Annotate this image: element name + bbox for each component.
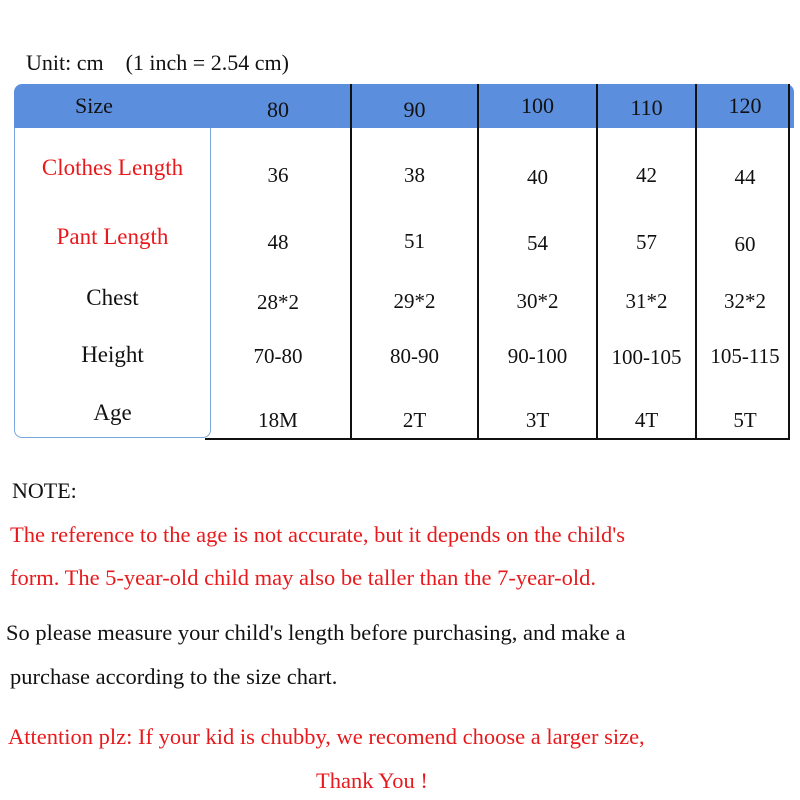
table-cell: 48 [267, 230, 289, 254]
table-cell: 90-100 [507, 344, 568, 368]
table-cell: 18M [258, 408, 298, 432]
table-cell: 60 [734, 232, 756, 256]
table-cell: 31*2 [625, 289, 668, 313]
table-cell: 54 [527, 231, 548, 255]
column-divider [695, 84, 697, 440]
table-cell: 4T [634, 408, 659, 432]
thank-you-note: Thank You ! [316, 768, 428, 793]
table-cell: 2T [402, 408, 427, 432]
table-cell: 80-90 [390, 344, 439, 368]
note-black-line-1: So please measure your child's length before purchasing, and make a [6, 620, 626, 645]
note-red-line-2: form. The 5-year-old child may also be taller than the 7-year-old. [10, 565, 596, 590]
row-label-age: Age [93, 400, 132, 425]
size-90-header: 90 [403, 97, 426, 122]
size-100-header: 100 [521, 93, 554, 118]
table-cell: 44 [734, 165, 756, 189]
row-label-chest: Chest [86, 285, 139, 310]
table-cell: 30*2 [516, 289, 559, 313]
table-cell: 32*2 [724, 289, 766, 313]
note-title: NOTE: [12, 478, 77, 503]
table-cell: 105-115 [710, 344, 780, 368]
table-cell: 29*2 [393, 289, 436, 313]
column-divider [477, 84, 479, 440]
table-cell: 3T [525, 408, 550, 432]
size-110-header: 110 [630, 95, 663, 120]
table-cell: 100-105 [611, 345, 682, 369]
unit-note: Unit: cm (1 inch = 2.54 cm) [26, 50, 289, 75]
attention-note: Attention plz: If your kid is chubby, we recomend choose a larger size, [8, 724, 645, 749]
table-cell: 36 [267, 163, 289, 187]
note-black-line-2: purchase according to the size chart. [10, 664, 338, 689]
note-red-line-1: The reference to the age is not accurate, but it depends on the child's [10, 522, 626, 547]
column-divider [596, 84, 598, 440]
row-label-clothes-length: Clothes Length [41, 155, 184, 180]
table-cell: 28*2 [257, 290, 299, 314]
table-cell: 40 [527, 165, 548, 189]
column-divider [788, 84, 790, 440]
table-cell: 70-80 [253, 344, 303, 368]
size-80-header: 80 [267, 97, 289, 122]
column-divider [350, 84, 352, 440]
table-bottom-border [205, 438, 790, 440]
size-120-header: 120 [728, 93, 762, 118]
table-cell: 42 [636, 163, 657, 187]
row-label-pant-length: Pant Length [56, 224, 169, 249]
table-cell: 57 [636, 230, 657, 254]
table-cell: 51 [404, 229, 425, 253]
row-label-height: Height [81, 342, 144, 367]
table-cell: 38 [404, 163, 425, 187]
size-header-label: Size [75, 93, 113, 118]
table-cell: 5T [733, 408, 757, 432]
